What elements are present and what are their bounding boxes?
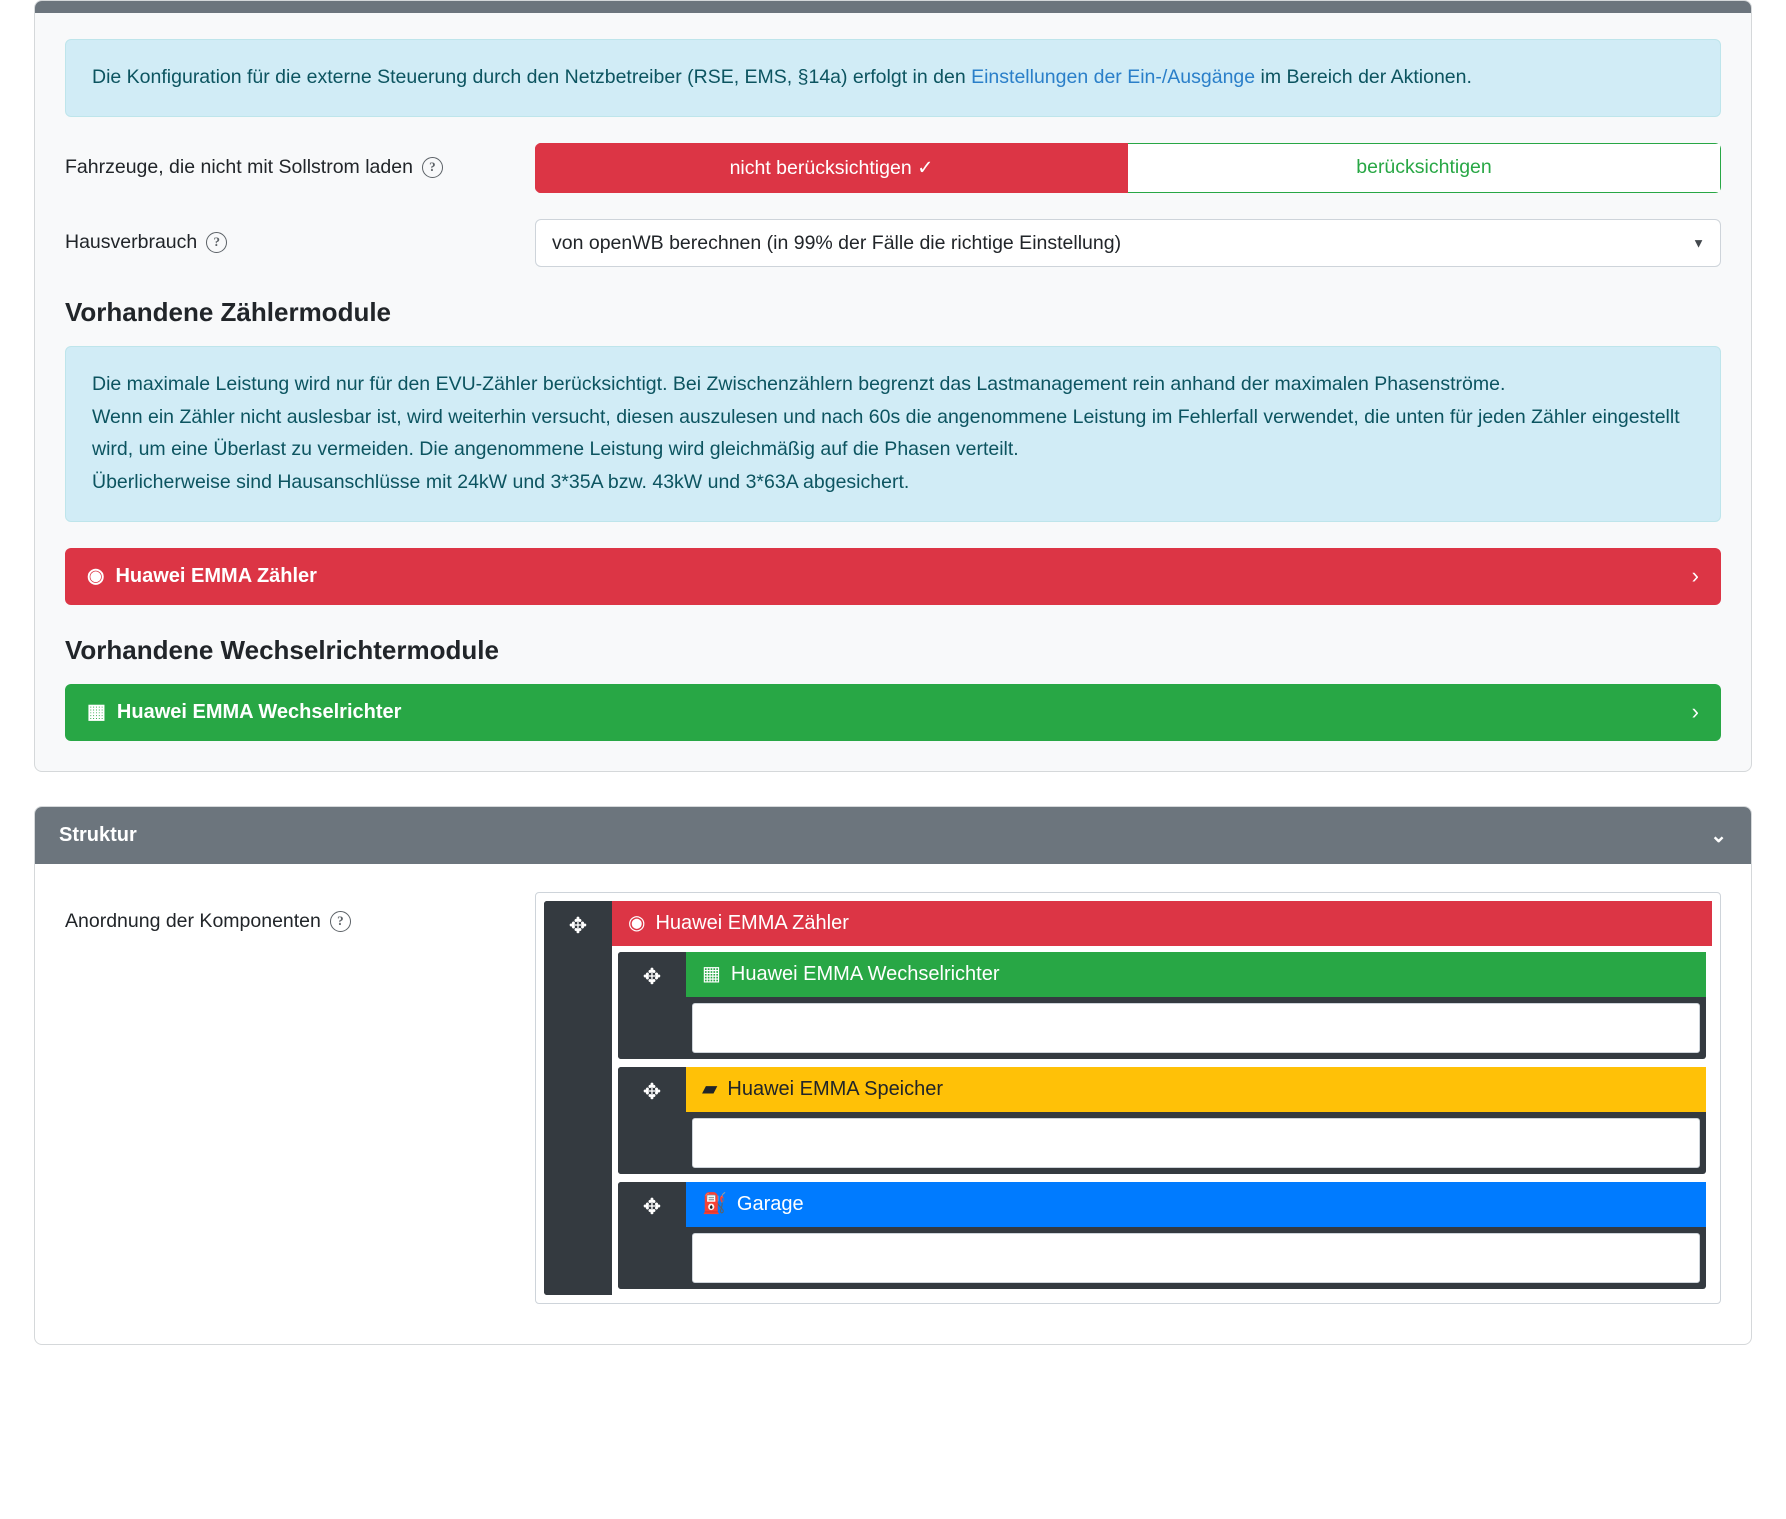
inverter-modules-heading: Vorhandene Wechselrichtermodule xyxy=(65,634,499,665)
vehicles-not-charging-row xyxy=(65,143,1721,193)
tree-node-storage[interactable] xyxy=(686,1067,1706,1112)
counter-module-huawei-emma[interactable] xyxy=(65,548,1721,605)
info-alert-text-after: im Bereich der Aktionen. xyxy=(1255,66,1472,88)
option-consider[interactable]: berücksichtigen xyxy=(1128,143,1721,193)
counter-modules-info-alert xyxy=(65,346,1721,522)
external-control-info-alert xyxy=(65,39,1721,117)
info-alert-text-before: Die Konfiguration für die externe Steuerung durch den Netzbetreiber (RSE, EMS, §14a) erfolgt in den xyxy=(92,66,972,88)
counter-module-label: Huawei EMMA Zähler xyxy=(115,564,317,587)
charge-point-icon: ⛽ xyxy=(702,1193,727,1216)
structure-card-body xyxy=(35,864,1751,1344)
tree-node-storage-label: Huawei EMMA Speicher xyxy=(727,1077,944,1100)
tree-root-node xyxy=(544,901,1712,1295)
tree-child-storage-content xyxy=(686,1067,1706,1174)
house-consumption-label xyxy=(65,231,535,254)
tree-dropzone[interactable] xyxy=(692,1003,1700,1053)
component-arrangement-label-text: Anordnung der Komponenten xyxy=(65,909,321,932)
tree-child-chargepoint-content xyxy=(686,1182,1706,1289)
component-tree xyxy=(535,892,1721,1304)
tree-root-content xyxy=(612,901,1712,1295)
tree-child-storage xyxy=(618,1067,1706,1174)
tree-child-chargepoint xyxy=(618,1182,1706,1289)
house-consumption-label-text: Hausverbrauch xyxy=(65,231,198,254)
chevron-down-icon: ▼ xyxy=(1692,235,1705,251)
help-icon[interactable]: ? xyxy=(206,232,227,253)
meter-icon: ◉ xyxy=(628,912,646,935)
drag-handle-icon[interactable]: ✥ xyxy=(618,952,686,1059)
tree-node-chargepoint[interactable] xyxy=(686,1182,1706,1227)
tree-children xyxy=(612,946,1712,1295)
tree-dropzone[interactable] xyxy=(692,1118,1700,1168)
house-consumption-select[interactable] xyxy=(535,219,1721,267)
battery-icon: ▰ xyxy=(702,1078,718,1101)
tree-dropzone[interactable] xyxy=(692,1233,1700,1283)
counter-info-line-1: Die maximale Leistung wird nur für den EVU-Zähler berücksichtigt. Bei Zwischenzählern begrenzt das Lastmanagement rein anhand der maximalen Phasenströme. xyxy=(92,372,1506,395)
chevron-down-icon[interactable]: ⌄ xyxy=(1710,824,1727,847)
chevron-right-icon: › xyxy=(1691,699,1699,725)
house-consumption-row xyxy=(65,219,1721,267)
solar-panel-icon: ▦ xyxy=(87,701,106,724)
tree-node-inverter[interactable] xyxy=(686,952,1706,997)
configuration-card xyxy=(34,0,1752,772)
help-icon[interactable]: ? xyxy=(422,157,443,178)
tree-node-counter-label: Huawei EMMA Zähler xyxy=(655,911,849,934)
card-body xyxy=(35,13,1751,771)
structure-card-title: Struktur xyxy=(59,823,137,846)
meter-icon: ◉ xyxy=(87,565,105,588)
house-consumption-control xyxy=(535,219,1721,267)
tree-child-inverter xyxy=(618,952,1706,1059)
tree-node-chargepoint-label: Garage xyxy=(736,1192,804,1215)
vehicles-not-charging-label xyxy=(65,156,535,179)
counter-modules-heading: Vorhandene Zählermodule xyxy=(65,296,392,327)
drag-handle-icon[interactable]: ✥ xyxy=(618,1182,686,1289)
option-ignore[interactable]: nicht berücksichtigen ✓ xyxy=(535,143,1128,193)
counter-info-line-2: Wenn ein Zähler nicht auslesbar ist, wird weiterhin versucht, diesen auszulesen und nach 60s die angenommene Leistung im Fehlerfall verwendet, die unten für jeden Zähler eingestellt wird, um eine Überlast zu vermeiden. Die angenommene Leistung wird gleichmäßig auf die Phasen verteilt. xyxy=(92,406,1680,460)
counter-info-line-3: Überlicherweise sind Hausanschlüsse mit 24kW und 3*35A bzw. 43kW und 3*63A abgesichert. xyxy=(92,471,910,494)
inverter-module-label: Huawei EMMA Wechselrichter xyxy=(116,700,402,723)
vehicles-not-charging-toggle-group xyxy=(535,143,1721,193)
inverter-module-huawei-emma[interactable] xyxy=(65,684,1721,741)
tree-node-inverter-label: Huawei EMMA Wechselrichter xyxy=(730,962,1000,985)
structure-card-header[interactable] xyxy=(35,807,1751,864)
tree-child-inverter-content xyxy=(686,952,1706,1059)
vehicles-not-charging-label-text: Fahrzeuge, die nicht mit Sollstrom laden xyxy=(65,156,413,179)
component-arrangement-label xyxy=(65,892,535,933)
drag-handle-icon[interactable]: ✥ xyxy=(618,1067,686,1174)
vehicles-not-charging-control xyxy=(535,143,1721,193)
help-icon[interactable]: ? xyxy=(330,911,351,932)
drag-handle-icon[interactable]: ✥ xyxy=(544,901,612,1295)
tree-node-counter[interactable] xyxy=(612,901,1712,946)
chevron-right-icon: › xyxy=(1691,563,1699,589)
structure-card xyxy=(34,806,1752,1345)
card-header-bar xyxy=(35,1,1751,13)
solar-panel-icon: ▦ xyxy=(702,963,721,986)
io-settings-link[interactable]: Einstellungen der Ein-/Ausgänge xyxy=(971,66,1256,88)
